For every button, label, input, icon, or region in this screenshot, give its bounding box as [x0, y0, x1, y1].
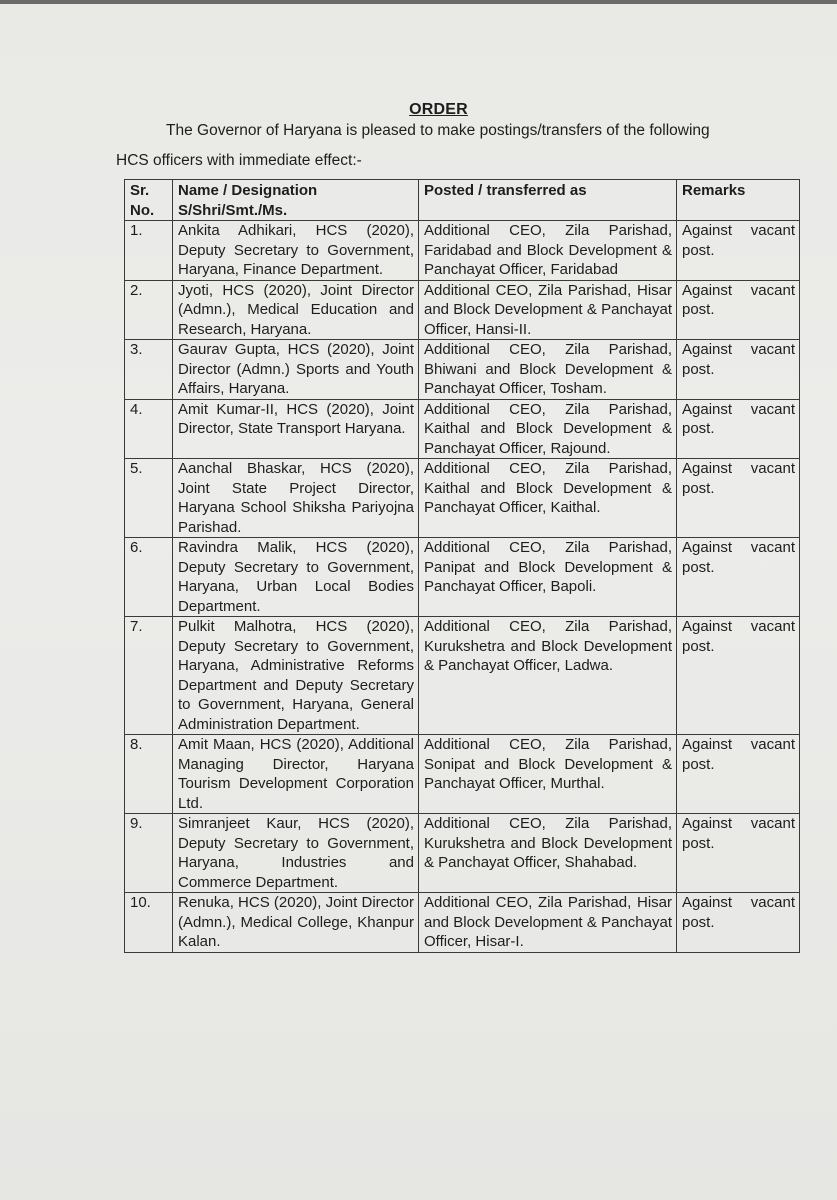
row-sr-no: 3.: [125, 340, 173, 400]
header-name-designation: [173, 180, 419, 221]
row-name-designation: Ravindra Malik, HCS (2020), Deputy Secretary to Government, Haryana, Urban Local Bodies Department.: [173, 538, 419, 617]
row-name-designation: Amit Kumar-II, HCS (2020), Joint Director, State Transport Haryana.: [173, 399, 419, 459]
row-remarks: Against vacant post.: [677, 538, 800, 617]
row-sr-no: 6.: [125, 538, 173, 617]
header-name-line1: Name / Designation: [178, 182, 318, 199]
table-row: [125, 280, 800, 340]
row-sr-no: 1.: [125, 221, 173, 281]
row-posted-as: Additional CEO, Zila Parishad, Hisar and Block Development & Panchayat Officer, Hansi-II.: [419, 280, 677, 340]
row-remarks: Against vacant post.: [677, 814, 800, 893]
table-row: [125, 735, 800, 814]
row-posted-as: Additional CEO, Zila Parishad, Kurukshetra and Block Development & Panchayat Officer, Shahabad.: [419, 814, 677, 893]
row-sr-no: 4.: [125, 399, 173, 459]
row-name-designation: Ankita Adhikari, HCS (2020), Deputy Secretary to Government, Haryana, Finance Department.: [173, 221, 419, 281]
postings-table: [124, 179, 800, 953]
row-name-designation: Simranjeet Kaur, HCS (2020), Deputy Secretary to Government, Haryana, Industries and Commerce Department.: [173, 814, 419, 893]
row-remarks: Against vacant post.: [677, 340, 800, 400]
row-sr-no: 10.: [125, 893, 173, 953]
row-name-designation: Gaurav Gupta, HCS (2020), Joint Director (Admn.) Sports and Youth Affairs, Haryana.: [173, 340, 419, 400]
row-posted-as: Additional CEO, Zila Parishad, Hisar and Block Development & Panchayat Officer, Hisar-I.: [419, 893, 677, 953]
row-remarks: Against vacant post.: [677, 221, 800, 281]
row-posted-as: Additional CEO, Zila Parishad, Kurukshetra and Block Development & Panchayat Officer, Ladwa.: [419, 617, 677, 735]
row-name-designation: Renuka, HCS (2020), Joint Director (Admn.), Medical College, Khanpur Kalan.: [173, 893, 419, 953]
row-remarks: Against vacant post.: [677, 735, 800, 814]
table-row: [125, 459, 800, 538]
row-posted-as: Additional CEO, Zila Parishad, Kaithal and Block Development & Panchayat Officer, Kaithal.: [419, 459, 677, 538]
row-remarks: Against vacant post.: [677, 893, 800, 953]
intro-text-line-1: The Governor of Haryana is pleased to make postings/transfers of the following: [166, 122, 710, 139]
table-row: [125, 340, 800, 400]
table-row: [125, 893, 800, 953]
header-sr-line2: No.: [130, 201, 155, 219]
row-name-designation: Aanchal Bhaskar, HCS (2020), Joint State Project Director, Haryana School Shiksha Pariyojna Parishad.: [173, 459, 419, 538]
row-remarks: Against vacant post.: [677, 399, 800, 459]
header-name-line2: S/Shri/Smt./Ms.: [178, 201, 288, 219]
row-posted-as: Additional CEO, Zila Parishad, Bhiwani and Block Development & Panchayat Officer, Tosham.: [419, 340, 677, 400]
row-posted-as: Additional CEO, Zila Parishad, Panipat and Block Development & Panchayat Officer, Bapoli.: [419, 538, 677, 617]
table-row: [125, 814, 800, 893]
intro-text-line-2: HCS officers with immediate effect:-: [116, 152, 362, 169]
row-sr-no: 5.: [125, 459, 173, 538]
table-row: [125, 617, 800, 735]
table-header-row: [125, 180, 800, 221]
row-posted-as: Additional CEO, Zila Parishad, Sonipat and Block Development & Panchayat Officer, Murthal.: [419, 735, 677, 814]
row-posted-as: Additional CEO, Zila Parishad, Kaithal and Block Development & Panchayat Officer, Rajound.: [419, 399, 677, 459]
row-posted-as: Additional CEO, Zila Parishad, Faridabad and Block Development & Panchayat Officer, Faridabad: [419, 221, 677, 281]
header-remarks: Remarks: [677, 180, 800, 221]
row-remarks: Against vacant post.: [677, 459, 800, 538]
table-row: [125, 538, 800, 617]
row-sr-no: 7.: [125, 617, 173, 735]
row-sr-no: 8.: [125, 735, 173, 814]
header-sr-no: [125, 180, 173, 221]
row-name-designation: Amit Maan, HCS (2020), Additional Managing Director, Haryana Tourism Development Corporation Ltd.: [173, 735, 419, 814]
table-row: [125, 399, 800, 459]
row-name-designation: Jyoti, HCS (2020), Joint Director (Admn.), Medical Education and Research, Haryana.: [173, 280, 419, 340]
row-remarks: Against vacant post.: [677, 280, 800, 340]
header-posted-as: Posted / transferred as: [419, 180, 677, 221]
row-sr-no: 2.: [125, 280, 173, 340]
header-sr-line1: Sr.: [130, 182, 150, 199]
row-sr-no: 9.: [125, 814, 173, 893]
table-row: [125, 221, 800, 281]
order-heading: ORDER: [409, 101, 468, 118]
row-remarks: Against vacant post.: [677, 617, 800, 735]
row-name-designation: Pulkit Malhotra, HCS (2020), Deputy Secretary to Government, Haryana, Administrative Reforms Department and Deputy Secretary to Government, Haryana, General Administration Department.: [173, 617, 419, 735]
page-top-edge: [0, 0, 837, 4]
